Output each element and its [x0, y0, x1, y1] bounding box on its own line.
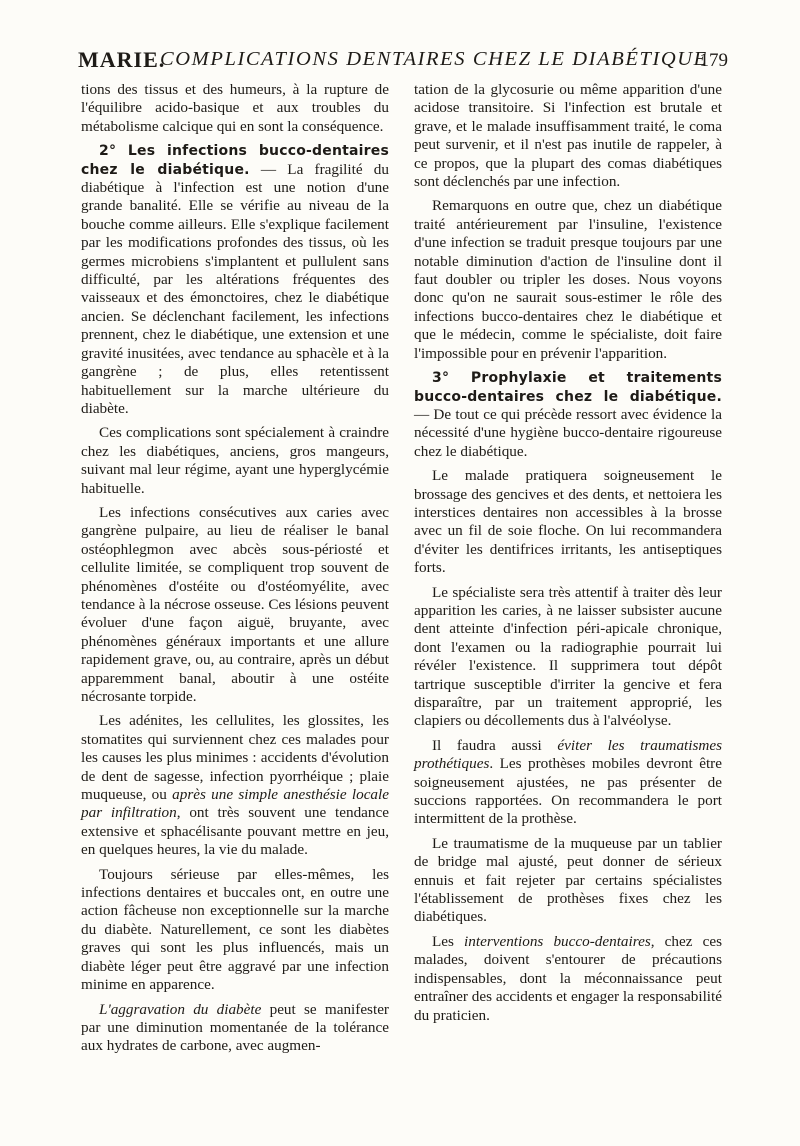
running-header: [78, 47, 728, 77]
paragraph: Le malade pratiquera soigneusement le brossage des gencives et des dents, et nettoiera les interstices dentaires non accessibles à la brosse avec un fil de soie floche. On lui recommandera d'éviter les dentifrices irritants, les antiseptiques forts.: [414, 467, 722, 577]
section-heading: 3° Prophylaxie et traitements bucco-dentaires chez le diabétique.: [414, 370, 722, 405]
paragraph: Ces complications sont spécialement à craindre chez les diabétiques, anciens, gros mangeurs, suivant mal leur régime, ayant une hyperglycémie habituelle.: [81, 424, 389, 497]
paragraph-text: — La fragilité du diabétique à l'infection est une notion d'une grande banalité. Elle se vérifie au niveau de la bouche comme ailleurs. Elle s'explique facilement par les modifications profondes des tissus, où les germes microbiens s'implantent et pullulent sans difficulté, par les altérations fréquentes des vaisseaux et des émonctoires, chez le diabétique ancien. Se déclenchant facilement, les infections prennent, chez le diabétique, une extension et une gravité inusitées, avec tendance au sphacèle et à la gangrène ; de plus, elles retentissent habituellement sur la marche ultérieure du diabète.: [81, 160, 389, 417]
paragraph: [414, 737, 722, 829]
paragraph: [81, 142, 389, 418]
paragraph: [81, 1001, 389, 1056]
paragraph: Le traumatisme de la muqueuse par un tablier de bridge mal ajusté, peut donner de sérieux ennuis et fait rejeter par certains spécialistes l'établissement de prothèses fixes chez les diabétiques.: [414, 834, 722, 926]
right-column: [414, 81, 722, 1031]
paragraph-text: . Les prothèses mobiles devront être soigneusement ajustées, ne pas présenter de succions rapportées. On recommandera le port intermittent de la prothèse.: [414, 755, 722, 828]
page-number: 179: [699, 50, 728, 71]
paragraph-text: , ont très souvent une tendance extensive et sphacélisante pouvant mettre en jeu, en quelques heures, la vie du malade.: [81, 804, 390, 859]
header-title: COMPLICATIONS DENTAIRES CHEZ LE DIABÉTIQUE: [160, 48, 708, 70]
italic-phrase: après une simple anesthésie locale par infiltration: [81, 786, 389, 822]
paragraph-text: — De tout ce qui précède ressort avec évidence la nécessité d'une hygiène bucco-dentaire rigoureuse chez le diabétique.: [414, 405, 722, 460]
header-author: MARIE.: [78, 47, 166, 72]
paragraph: Toujours sérieuse par elles-mêmes, les infections dentaires et buccales ont, en outre une action fâcheuse non exceptionnelle sur la marche du diabète. Naturellement, ce sont les diabètes graves qui sont les plus influencés, mais un diabète léger peut être aggravé par une infection minime en apparence.: [81, 865, 389, 994]
paragraph-text: peut se manifester par une diminution momentanée de la tolérance aux hydrates de carbone, avec augmen-: [81, 1000, 389, 1055]
paragraph-text: , chez ces malades, doivent s'entourer de précautions indispensables, dont la méconnaissance peut entraîner des accidents et engager la responsabilité du praticien.: [414, 932, 722, 1024]
paragraph: [81, 712, 389, 859]
italic-phrase: interventions bucco-dentaires: [464, 932, 651, 950]
italic-phrase: L'aggravation du diabète: [99, 1000, 262, 1018]
paragraph: Les infections consécutives aux caries avec gangrène pulpaire, au lieu de réaliser le banal ostéophlegmon avec abcès sous-périosté et cellulite limitée, se compliquent trop souvent de phénomènes d'ostéite ou d'ostéomyélite, avec tendance à la nécrose osseuse. Ces lésions peuvent évoluer d'une façon aiguë, bruyante, avec phénomènes généraux importants et une allure rapidement grave, ou, au contraire, après un début apparemment banal, aboutir à une ostéite nécrosante torpide.: [81, 503, 389, 705]
paragraph-text: Les: [432, 932, 465, 950]
paragraph-text: Les adénites, les cellulites, les glossites, les stomatites qui surviennent chez ces malades pour les causes les plus minimes : accidents d'évolution de dent de sagesse, infection pyorrhéique ; plaie muqueuse, ou: [81, 712, 389, 804]
paragraph: [414, 369, 722, 461]
italic-phrase: éviter les traumatismes prothétiques: [414, 736, 723, 773]
section-heading: 2° Les infections bucco-dentaires chez le diabétique.: [81, 143, 389, 178]
left-column: [81, 81, 389, 1062]
paragraph-text: Il faudra aussi: [432, 736, 558, 754]
paragraph: tation de la glycosurie ou même apparition d'une acidose transitoire. Si l'infection est brutale et grave, et le malade insuffisamment traité, le coma peut survenir, et il n'est pas inutile de rappeler, à ce propos, que la plupart des comas diabétiques sont déclenchés par une infection.: [414, 81, 722, 191]
paragraph: [414, 933, 722, 1025]
paragraph: tions des tissus et des humeurs, à la rupture de l'équilibre acido-basique et aux troubles du métabolisme calcique qui en sont la conséquence.: [81, 81, 389, 135]
paragraph: Le spécialiste sera très attentif à traiter dès leur apparition les caries, à ne laisser subsister aucune dent atteinte d'infection péri-apicale chronique, dont l'examen ou la radiographie pourrait lui révéler l'existence. Il supprimera tout dépôt tartrique susceptible d'irriter la gencive et fera disparaître, par un traitement approprié, les clapiers ou décollements dus à l'alvéolyse.: [414, 583, 722, 730]
paragraph: Remarquons en outre que, chez un diabétique traité antérieurement par l'insuline, l'existence d'une infection se traduit presque toujours par une notable diminution d'action de l'insuline dont il faut doubler ou tripler les doses. Nous voyons donc qu'on ne saurait sous-estimer le rôle des infections bucco-dentaires chez le diabétique et que le médecin, comme le spécialiste, doit faire l'impossible pour en prévenir l'apparition.: [414, 197, 722, 362]
